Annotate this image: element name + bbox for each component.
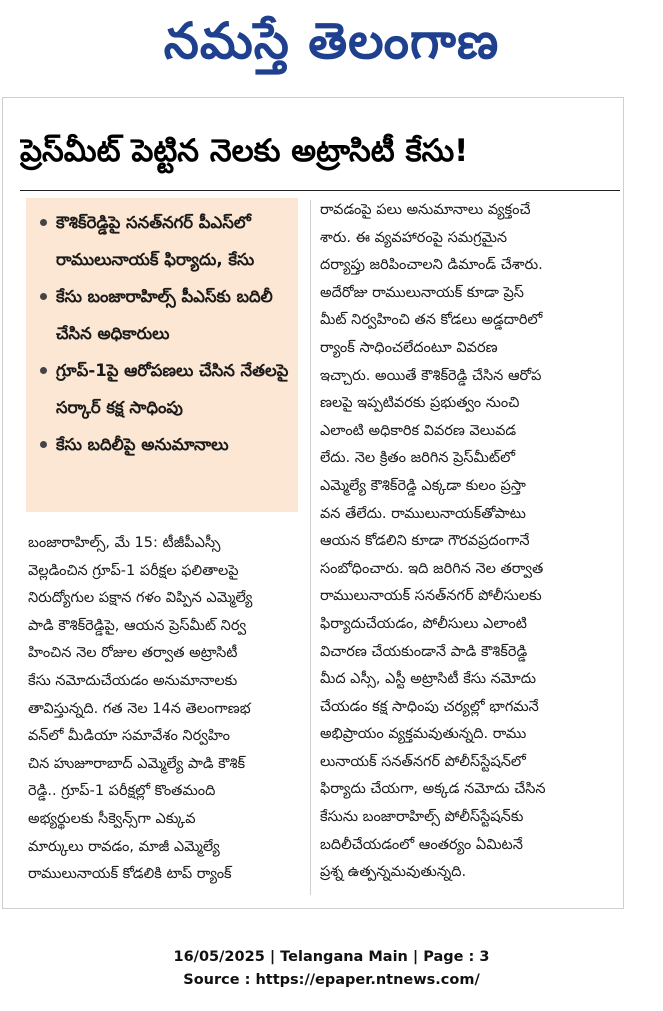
bullet-icon — [40, 219, 47, 226]
body-text-line: లునాయక్ సనత్‌నగర్ పోలీస్‌స్టేషన్‌లో — [320, 753, 526, 770]
masthead-logo: నమస్తే తెలంగాణ — [163, 12, 500, 70]
bullet-icon — [40, 293, 47, 300]
column-divider — [310, 200, 311, 895]
highlight-text: గ్రూప్-1పై ఆరోపణలు చేసిన నేతలపై సర్కార్ కక్ష సాధింపు — [56, 361, 289, 417]
body-text-line: ణలపై ఇప్పటివరకు ప్రభుత్వం నుంచి — [320, 395, 520, 412]
body-text-line: రాములునాయక్ కోడలికి టాప్ ర్యాంక్ — [28, 866, 232, 883]
body-text-line: బంజారాహిల్స్, మే 15: టీజీపీఎస్సీ — [28, 535, 221, 551]
bullet-icon — [40, 441, 47, 448]
footer-date-line: 16/05/2025 | Telangana Main | Page : 3 — [173, 949, 490, 965]
highlight-text: కౌశిక్‌రెడ్డిపై సనత్‌నగర్ పీఎస్‌లో రాములునాయక్ ఫిర్యాదు, కేసు — [56, 213, 255, 269]
body-text-line: నిరుద్యోగుల పక్షాన గళం విప్పిన ఎమ్మెల్యే — [28, 590, 253, 607]
body-text-line: బదిలీచేయడంలో ఆంతర్యం ఏమిటనే — [320, 836, 523, 853]
body-text-line: లేదు. నెల క్రితం జరిగిన ప్రెస్‌మీట్‌లో — [320, 450, 516, 467]
body-text-line: తావిస్తున్నది. గత నెల 14న తెలంగాణభ — [28, 700, 251, 717]
body-text-line: ర్యాంక్ సాధించలేదంటూ వివరణ — [320, 339, 498, 356]
highlight-item — [40, 204, 290, 278]
body-text-line: ఎలాంటి అధికారిక వివరణ వెలువడ — [320, 422, 517, 439]
body-text-line: కేసును బంజారాహిల్స్ పోలీస్‌స్టేషన్‌కు — [320, 809, 524, 826]
body-text-line: అభ్యర్థులకు సీక్వెన్స్‌గా ఎక్కువ — [28, 810, 196, 827]
body-text-line: ఇచ్చారు. అయితే కౌశిక్‌రెడ్డి చేసిన ఆరోప — [320, 367, 542, 384]
body-text-line: చిన హుజూరాబాద్ ఎమ్మెల్యే పాడి కౌశిక్ — [28, 755, 246, 772]
body-text-line: దర్యాప్తు జరిపించాలని డిమాండ్ చేశారు. — [320, 257, 543, 274]
body-text-line: రావడంపై పలు అనుమానాలు వ్యక్తంచే — [320, 202, 531, 218]
body-text-line: ఎమ్మెల్యే కౌశిక్‌రెడ్డి ఎక్కడా కులం ప్రస్తా — [320, 477, 526, 494]
highlights-box — [26, 198, 298, 512]
body-text-line: కేసు నమోదుచేయడం అనుమానాలకు — [28, 672, 238, 689]
highlight-item — [40, 426, 290, 463]
article-headline: ప్రెస్‌మీట్ పెట్టిన నెలకు అట్రాసిటీ కేసు! — [20, 133, 469, 169]
highlight-text: కేసు బదిలీపై అనుమానాలు — [56, 435, 229, 454]
body-text-line: ఫిర్యాదు చేయగా, అక్కడ నమోదు చేసిన — [320, 781, 546, 798]
body-text-line: రాములునాయక్ సనత్‌నగర్ పోలీసులకు — [320, 588, 542, 605]
article-body-right — [320, 197, 616, 897]
body-text-line: విచారణ చేయకుండానే పాడి కౌశిక్‌రెడ్డి — [320, 643, 528, 660]
highlight-item — [40, 278, 290, 352]
bullet-icon — [40, 367, 47, 374]
body-text-line: రెడ్డి.. గ్రూప్-1 పరీక్షల్లో కొంతమంది — [28, 783, 216, 800]
body-text-line: ఆయన కోడలిని కూడా గౌరవప్రదంగానే — [320, 533, 530, 550]
highlight-text: కేసు బంజారాహిల్స్ పీఎస్‌కు బదిలీ చేసిన అధికారులు — [56, 287, 273, 343]
body-text-line: వెల్లడించిన గ్రూప్-1 పరీక్షల ఫలితాలపై — [28, 562, 239, 579]
body-text-line: వన్‌లో మీడియా సమావేశం నిర్వహిం — [28, 728, 231, 745]
body-text-line: మీట్ నిర్వహించి తన కోడలు అడ్డదారిలో — [320, 312, 543, 329]
article-body-left — [28, 530, 302, 900]
body-text-line: మార్కులు రావడం, మాజీ ఎమ్మెల్యే — [28, 838, 220, 855]
body-text-line: చేయడం కక్ష సాధింపు చర్యల్లో భాగమనే — [320, 698, 539, 715]
footer-source-line: Source : https://epaper.ntnews.com/ — [183, 972, 480, 988]
body-text-line: అభిప్రాయం వ్యక్తమవుతున్నది. రాము — [320, 726, 527, 743]
headline-rule — [20, 190, 620, 191]
body-text-line: అదేరోజు రాములునాయక్ కూడా ప్రెస్ — [320, 284, 524, 301]
body-text-line: ప్రశ్న ఉత్పన్నమవుతున్నది. — [320, 864, 467, 881]
body-text-line: సంబోధించారు. ఇది జరిగిన నెల తర్వాత — [320, 560, 544, 577]
body-text-line: శారు. ఈ వ్యవహారంపై సమగ్రమైన — [320, 229, 508, 246]
body-text-line: మీద ఎస్సీ, ఎస్టీ అట్రాసిటీ కేసు నమోదు — [320, 671, 537, 688]
body-text-line: పాడి కౌశిక్‌రెడ్డిపై, ఆయన ప్రెస్‌మీట్ నిర్వ — [28, 617, 247, 634]
body-text-line: హించిన నెల రోజుల తర్వాత అట్రాసిటీ — [28, 645, 238, 662]
highlight-item — [40, 352, 290, 426]
body-text-line: వన తేలేదు. రాములునాయక్‌తోపాటు — [320, 505, 526, 522]
body-text-line: ఫిర్యాదుచేయడం, పోలీసులు ఎలాంటి — [320, 615, 527, 632]
